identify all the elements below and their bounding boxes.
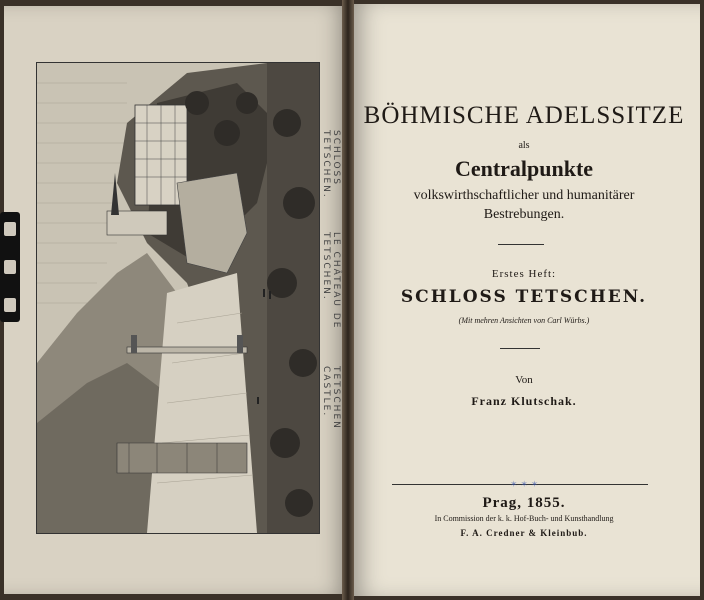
illustrations-note: (Mit mehren Ansichten von Carl Würbs.) — [458, 316, 590, 325]
divider-rule — [498, 244, 544, 245]
issue-label: Erstes Heft: — [491, 268, 557, 280]
divider-rule — [500, 348, 540, 349]
subtitle-main: Centralpunkte — [454, 156, 594, 181]
title-als: als — [518, 140, 530, 151]
subtitle-line-2: Bestrebungen. — [483, 207, 565, 222]
author-name: Franz Klutschak. — [471, 394, 577, 408]
caption-german: SCHLOSS TETSCHEN. — [321, 130, 341, 199]
author-prefix: Von — [515, 374, 533, 386]
castle-engraving — [36, 62, 320, 534]
imprint-commission: In Commission der k. k. Hof-Buch- und Kunsthandlung — [434, 514, 614, 523]
binder-clip — [0, 212, 20, 322]
subtitle-line-1: volkswirthschaftlicher und humanitärer — [413, 188, 635, 203]
clip-slot — [4, 260, 16, 274]
issue-title: SCHLOSS TETSCHEN. — [400, 287, 648, 307]
clip-slot — [4, 298, 16, 312]
imprint-place-year: Prag, 1855. — [482, 495, 566, 511]
clip-slot — [4, 222, 16, 236]
engraving-image — [37, 63, 319, 533]
caption-english: TETSCHEN CASTLE. — [321, 365, 341, 430]
caption-french: LE CHÂTEAU DE TETSCHEN. — [321, 231, 341, 330]
book-title: BÖHMISCHE ADELSSITZE — [363, 102, 685, 129]
engraving-caption — [318, 130, 344, 460]
library-stamp: ✶ ✶ ✶ — [510, 480, 539, 490]
imprint-publisher: F. A. Credner & Kleinbub. — [460, 528, 588, 538]
